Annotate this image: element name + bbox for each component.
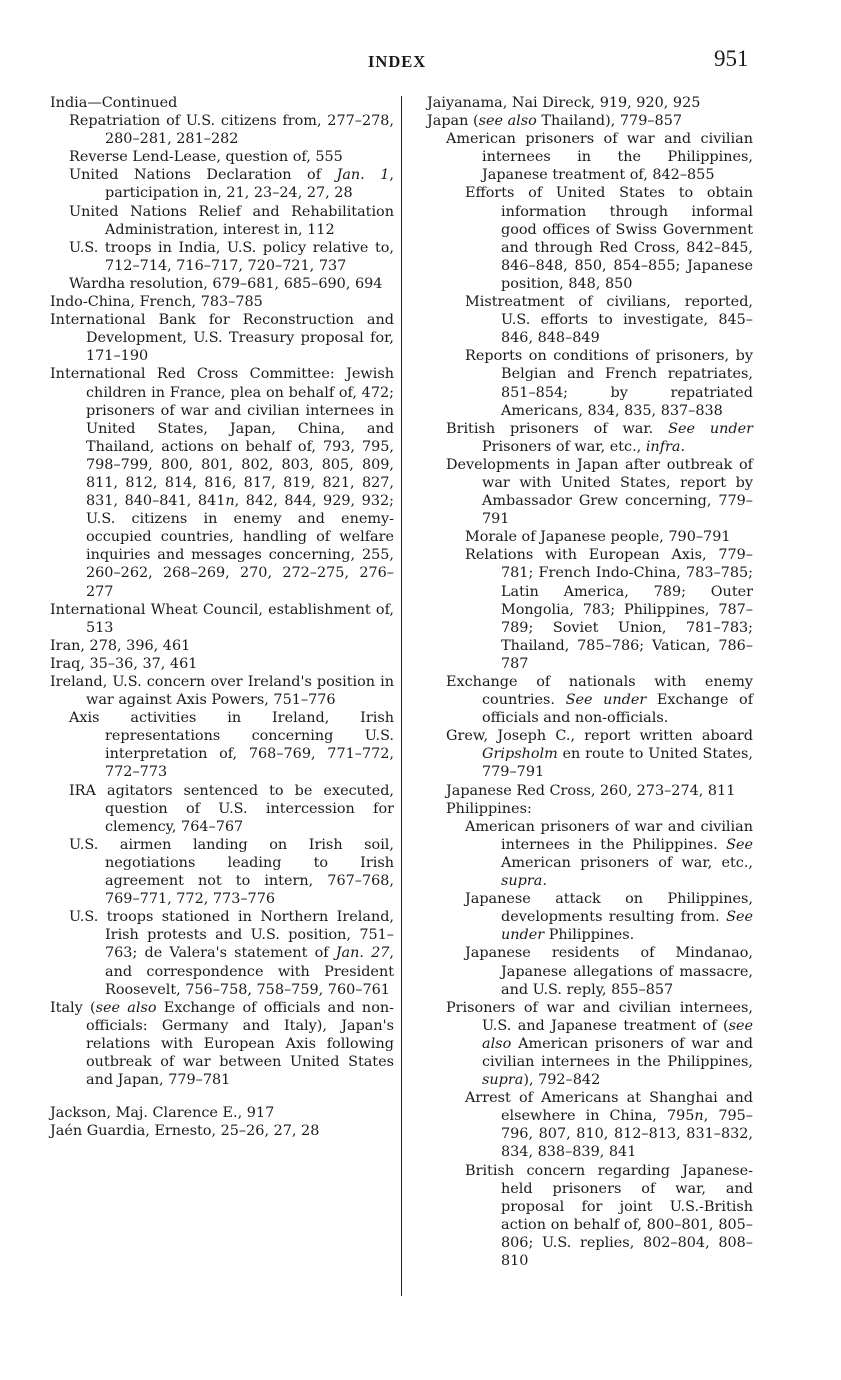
index-entry: Prisoners of war and civilian internees, U.S. and Japanese treatment of (see also American prisoners of war and civilian internees in the Philippines, supra), 792–842 [446, 999, 753, 1089]
index-entry: Iran, 278, 396, 461 [50, 637, 191, 654]
index-entry: British concern regarding Japanese-held prisoners of war, and proposal for joint U.S.-British action on behalf of, 800–801, 805–806; U.S. replies, 802–804, 808–810 [465, 1162, 753, 1269]
index-entry: Efforts of United States to obtain information through informal good offices of Swiss Government and through Red Cross, 842–845, 846–848, 850, 854–855; Japanese position, 848, 850 [465, 185, 753, 292]
index-entry: Wardha resolution, 679–681, 685–690, 694 [69, 275, 383, 292]
index-entry: International Wheat Council, establishment of, 513 [50, 601, 394, 636]
index-entry: U.S. airmen landing on Irish soil, negotiations leading to Irish agreement not to intern, 767–768, 769–771, 772, 773–776 [69, 836, 394, 908]
index-entry: Exchange of nationals with enemy countries. See under Exchange of officials and non-officials. [446, 674, 754, 727]
index-entry: Repatriation of U.S. citizens from, 277–278, 280–281, 281–282 [69, 113, 394, 148]
page-number: 951 [714, 46, 749, 71]
index-entry: Reverse Lend-Lease, question of, 555 [69, 149, 343, 166]
index-entry: Iraq, 35–36, 37, 461 [50, 655, 198, 672]
index-entry: American prisoners of war and civilian internees in the Philippines. See American prisoners of war, etc., supra. [465, 818, 753, 890]
index-entry: Relations with European Axis, 779–781; French Indo-China, 783–785; Latin America, 789; Outer Mongolia, 783; Philippines, 787–789; Soviet Union, 781–783; Thailand, 785–786; Vatican, 786–787 [465, 547, 753, 672]
index-entry: Japanese Red Cross, 260, 273–274, 811 [446, 782, 736, 799]
index-entry: Developments in Japan after outbreak of war with United States, report by Ambassador Grew concerning, 779–791 [446, 456, 753, 528]
index-entry: Axis activities in Ireland, Irish representations concerning U.S. interpretation of, 768–769, 771–772, 772–773 [69, 710, 394, 781]
index-entry: Japanese residents of Mindanao, Japanese allegations of massacre, and U.S. reply, 855–857 [465, 945, 753, 998]
index-entry: Indo-China, French, 783–785 [50, 294, 263, 311]
index-entry: United Nations Relief and Rehabilitation Administration, interest in, 112 [69, 203, 394, 238]
index-entry: Japan (see also Thailand), 779–857 [427, 113, 683, 130]
column-divider [401, 96, 402, 1296]
index-entry: United Nations Declaration of Jan. 1, participation in, 21, 23–24, 27, 28 [69, 167, 394, 202]
index-entry: Mistreatment of civilians, reported, U.S. efforts to investigate, 845–846, 848–849 [465, 294, 753, 347]
index-entry: U.S. troops in India, U.S. policy relative to, 712–714, 716–717, 720–721, 737 [69, 239, 394, 274]
index-entry: Japanese attack on Philippines, developments resulting from. See under Philippines. [465, 891, 753, 944]
index-entry: International Red Cross Committee: Jewish children in France, plea on behalf of, 472; prisoners of war and civilian internees in United States, Japan, China, and Thailand, actions on behalf of, 793, 795, 798–799, 800, 801, 802, 803, 805, 809, 811, 812, 814, 816, 817, 819, 821, 827, 831, 840–841, 841n, 842, 844, 929, 932; U.S. citizens in enemy and enemy-occupied countries, handling of welfare inquiries and messages concerning, 255, 260–262, 268–269, 270, 272–275, 276–277 [50, 366, 394, 600]
index-entry: International Bank for Reconstruction and Development, U.S. Treasury proposal for, 171–190 [50, 312, 394, 365]
index-entry: Grew, Joseph C., report written aboard Gripsholm en route to United States, 779–791 [446, 728, 753, 781]
index-entry: Philippines: [446, 800, 532, 817]
index-entry: IRA agitators sentenced to be executed, question of U.S. intercession for clemency, 764–767 [69, 782, 394, 835]
index-entry: British prisoners of war. See under Prisoners of war, etc., infra. [446, 420, 753, 455]
index-entry: India—Continued [50, 95, 178, 111]
index-entry: Morale of Japanese people, 790–791 [465, 529, 731, 546]
index-entry: Arrest of Americans at Shanghai and elsewhere in China, 795n, 795–796, 807, 810, 812–813, 831–832, 834, 838–839, 841 [465, 1090, 754, 1161]
index-column-right [427, 94, 753, 1270]
index-entry: Jaén Guardia, Ernesto, 25–26, 27, 28 [50, 1123, 320, 1140]
index-entry: Jaiyanama, Nai Direck, 919, 920, 925 [427, 95, 701, 111]
index-entry: Jackson, Maj. Clarence E., 917 [50, 1105, 275, 1122]
index-entry: Reports on conditions of prisoners, by Belgian and French repatriates, 851–854; by repatriated Americans, 834, 835, 837–838 [465, 348, 753, 419]
running-title: INDEX [368, 52, 427, 71]
index-column-left [50, 94, 394, 1140]
index-entry: Italy (see also Exchange of officials and non-officials: Germany and Italy), Japan's relations with European Axis following outbreak of war between United States and Japan, 779–781 [50, 999, 394, 1089]
index-entry: American prisoners of war and civilian internees in the Philippines, Japanese treatment of, 842–855 [446, 131, 753, 184]
index-entry: Ireland, U.S. concern over Ireland's position in war against Axis Powers, 751–776 [50, 674, 394, 709]
page-header [0, 46, 841, 76]
index-entry: U.S. troops stationed in Northern Ireland, Irish protests and U.S. position, 751–763; de Valera's statement of Jan. 27, and correspondence with President Roosevelt, 756–758, 758–759, 760–761 [69, 909, 394, 998]
